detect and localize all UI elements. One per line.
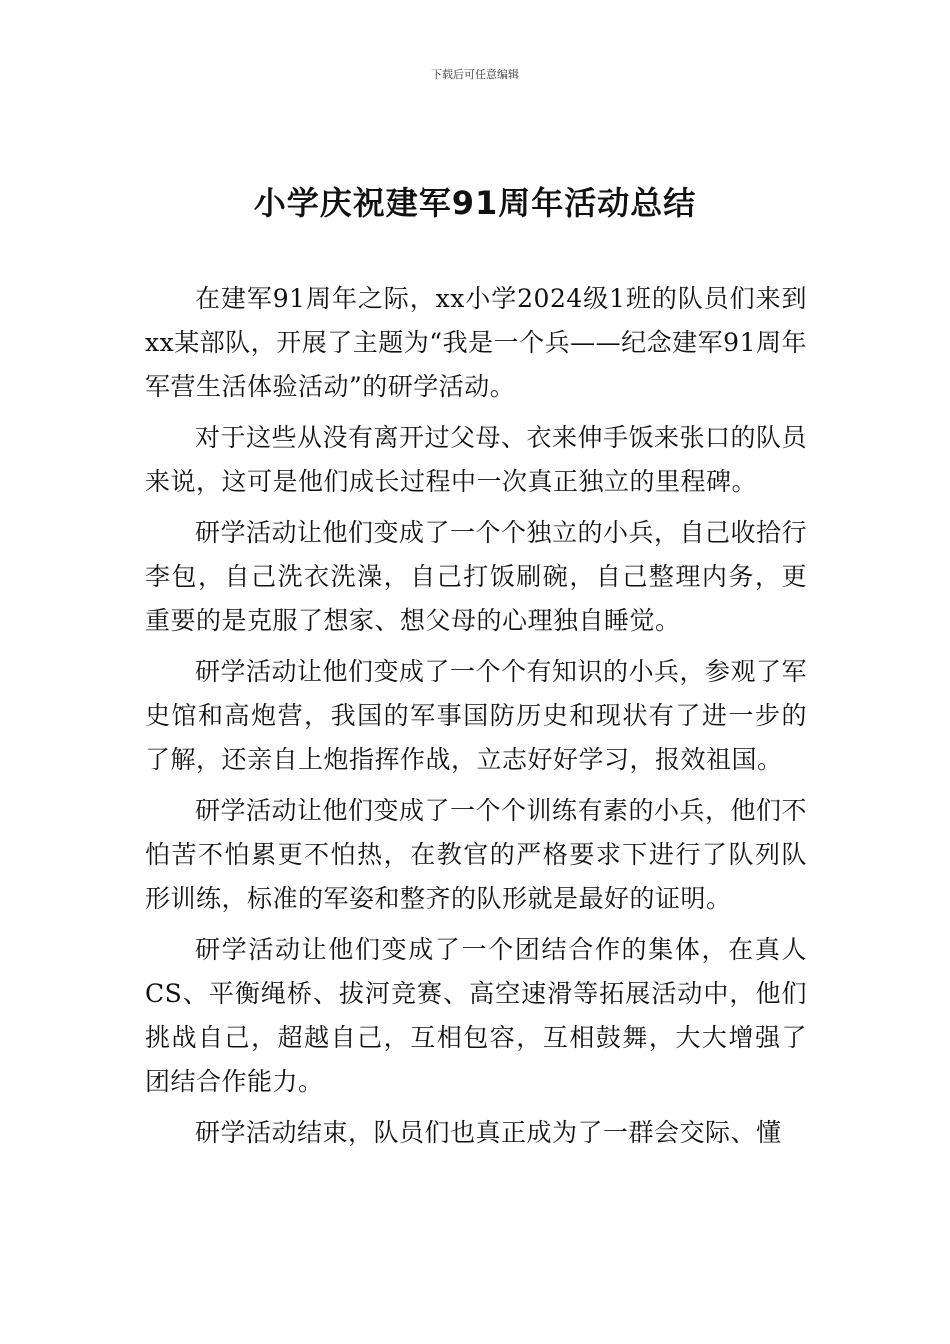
paragraph: 研学活动让他们变成了一个团结合作的集体，在真人CS、平衡绳桥、拔河竞赛、高空速滑等拓展活动中，他们挑战自己，超越自己，互相包容，互相鼓舞，大大增强了团结合作能力。	[145, 935, 807, 1096]
document-title: 小学庆祝建军91周年活动总结	[253, 184, 697, 222]
document-body	[145, 277, 807, 1155]
paragraph: 在建军91周年之际，xx小学2024级1班的队员们来到xx某部队，开展了主题为“我是一个兵——纪念建军91周年军营生活体验活动”的研学活动。	[145, 284, 807, 401]
paragraph: 研学活动让他们变成了一个个训练有素的小兵，他们不怕苦不怕累更不怕热，在教官的严格要求下进行了队列队形训练，标准的军姿和整齐的队形就是最好的证明。	[145, 796, 808, 913]
paragraph: 研学活动让他们变成了一个个有知识的小兵，参观了军史馆和高炮营，我国的军事国防历史和现状有了进一步的了解，还亲自上炮指挥作战，立志好好学习，报效祖国。	[145, 657, 808, 774]
paragraph: 研学活动让他们变成了一个个独立的小兵，自己收拾行李包，自己洗衣洗澡，自己打饭刷碗，自己整理内务，更重要的是克服了想家、想父母的心理独自睡觉。	[145, 518, 808, 635]
paragraph: 研学活动结束，队员们也真正成为了一群会交际、懂	[195, 1118, 782, 1147]
header-note: 下载后可任意编辑	[431, 68, 519, 81]
paragraph: 对于这些从没有离开过父母、衣来伸手饭来张口的队员来说，这可是他们成长过程中一次真正独立的里程碑。	[145, 423, 808, 496]
